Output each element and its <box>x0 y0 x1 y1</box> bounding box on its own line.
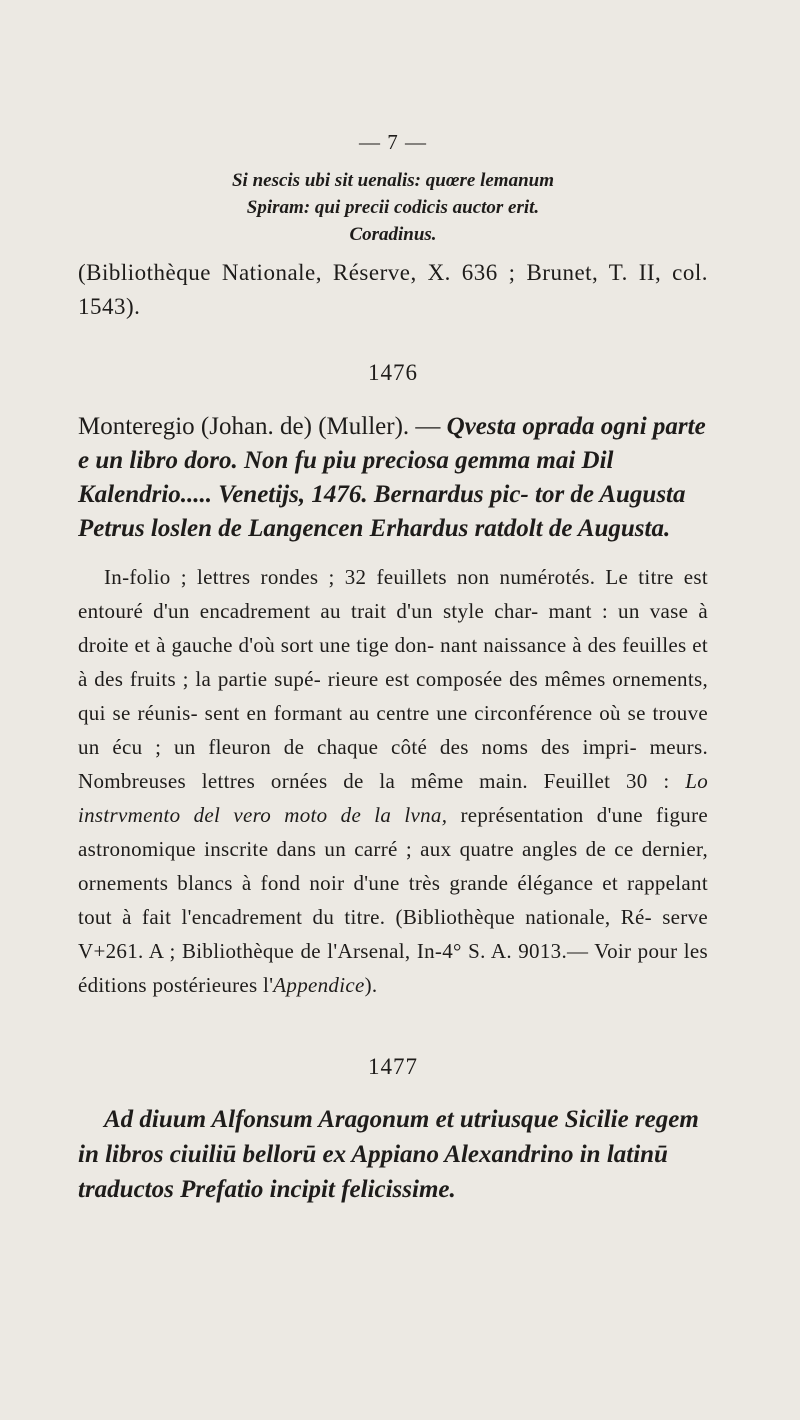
epigraph-line: Spiram: qui precii codicis auctor erit. <box>246 197 540 218</box>
epigraph <box>78 167 708 248</box>
page-number: — 7 — <box>359 130 427 154</box>
year-heading: 1477 <box>368 1054 418 1079</box>
entry-work-title: Ad diuum Alfonsum Aragonum et utriusque Sicilie regem in libros ciuiliū bellorū ex Appiano Alexandrino in latinū traductos Prefatio incipit felicissime. <box>78 1106 699 1203</box>
epigraph-signature: Coradinus. <box>349 224 437 245</box>
document-page <box>78 130 708 1207</box>
description-italic: Appendice <box>273 973 365 997</box>
epigraph-line: Si nescis ubi sit uenalis: quœre lemanum <box>231 170 554 191</box>
description-text: représentation d'une figure astronomique inscrite dans un carré ; aux quatre angles de ce dernier, ornements blancs à fond noir d'une très grande élégance et rappelant tout à fait l'encadrement du titre. (Bibliothèque nationale, Ré- serve V+261. A ; Bibliothèque de l'Arsenal, In-4° S. A. 9013.— Voir pour les éditions postérieures l' <box>78 803 709 997</box>
entry-author: Monteregio (Johan. de) (Muller). — <box>78 413 447 440</box>
description-text: In-folio ; lettres rondes ; 32 feuillets non numérotés. Le titre est entouré d'un encadrement au trait d'un style char- mant : un vase à droite et à gauche d'où sort une tige don- nant naissance à des feuilles et à des fruits ; la partie supé- rieure est composée des mêmes ornements, qui se réunis- sent en formant au centre une circonférence où se trouve un écu ; un fleuron de chaque côté des noms des impri- meurs. Nombreuses lettres ornées de la même main. Feuillet 30 : <box>78 565 708 793</box>
entry-title <box>78 410 708 546</box>
description-italic: Lo instrvmento del vero moto de la lvna, <box>78 769 708 827</box>
library-reference: (Bibliothèque Nationale, Réserve, X. 636 ; Brunet, T. II, col. 1543). <box>78 260 708 319</box>
entry-work-title: Qvesta oprada ogni parte e un libro doro. Non fu piu preciosa gemma mai Dil Kalendrio..... Venetijs, 1476. Bernardus pic- tor de Augusta Petrus loslen de Langencen Erhardus ratdolt de Augusta. <box>78 413 706 542</box>
year-heading: 1476 <box>368 360 418 385</box>
entry-description <box>78 560 708 1002</box>
description-text: ). <box>364 973 378 997</box>
